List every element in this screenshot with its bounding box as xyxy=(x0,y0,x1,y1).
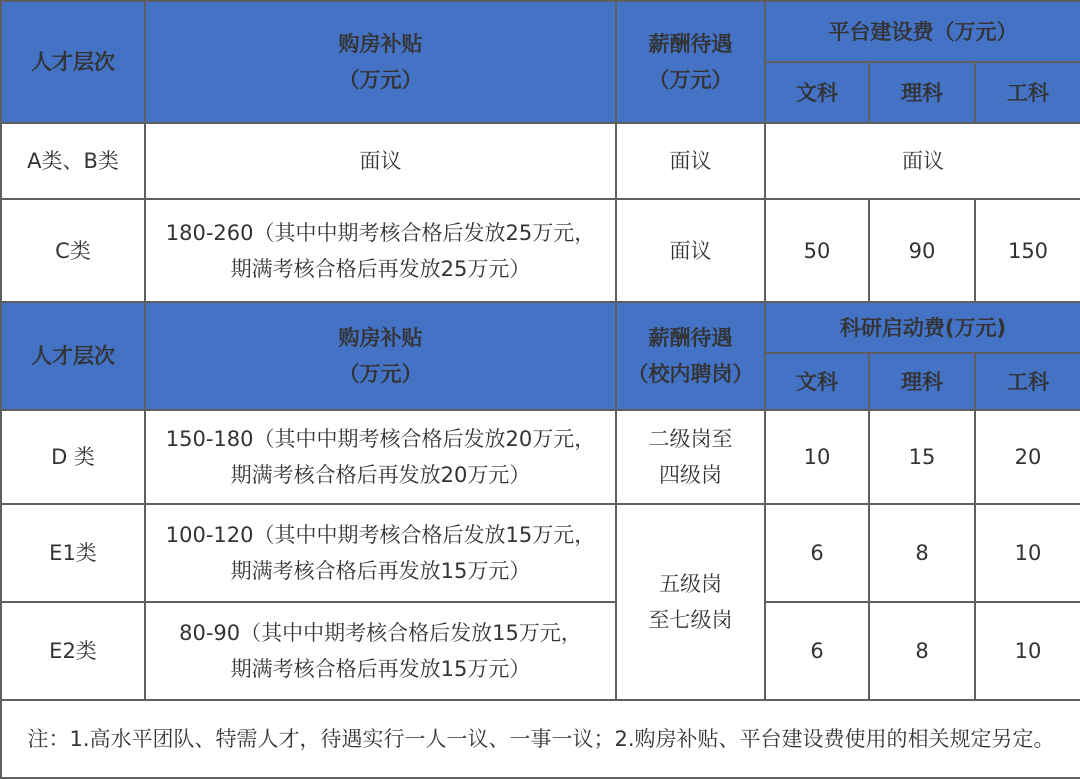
header-salary-2 xyxy=(616,302,765,410)
level-cell: A类、B类 xyxy=(1,123,145,199)
housing-line1: 100-120（其中中期考核合格后发放15万元， xyxy=(165,523,596,547)
salary-line1: 二级岗至 xyxy=(648,427,733,451)
housing-line2: 期满考核合格后再发放25万元） xyxy=(230,256,531,281)
engineering-cell: 20 xyxy=(975,410,1080,504)
housing-cell xyxy=(145,410,616,504)
engineering-cell: 10 xyxy=(975,602,1080,700)
header-housing-line2: （万元） xyxy=(338,68,423,92)
science-cell: 8 xyxy=(869,504,975,602)
header-housing-subsidy-2 xyxy=(145,302,616,410)
salary-cell: 面议 xyxy=(616,123,765,199)
level-cell: D 类 xyxy=(1,410,145,504)
header-talent-level: 人才层次 xyxy=(1,1,145,123)
table-row xyxy=(1,504,1080,602)
table-row xyxy=(1,199,1080,302)
housing-line2: 期满考核合格后再发放20万元） xyxy=(230,463,531,487)
header-science-2: 理科 xyxy=(869,353,975,410)
salary-cell xyxy=(616,410,765,504)
header-engineering-2: 工科 xyxy=(975,353,1080,410)
housing-line1: 150-180（其中中期考核合格后发放20万元， xyxy=(165,427,596,451)
header-housing-subsidy xyxy=(145,1,616,123)
table-note: 注：1.高水平团队、特需人才，待遇实行一人一议、一事一议；2.购房补贴、平台建设费使用的相关规定另定。 xyxy=(1,700,1080,778)
level-cell: C类 xyxy=(1,199,145,302)
header-housing-line1: 购房补贴 xyxy=(338,32,423,56)
science-cell: 8 xyxy=(869,602,975,700)
salary-cell xyxy=(616,504,765,700)
header-talent-level-2: 人才层次 xyxy=(1,302,145,410)
salary-line2: 四级岗 xyxy=(659,463,722,487)
table-row xyxy=(1,602,1080,700)
housing-line1: 180-260（其中中期考核合格后发放25万元， xyxy=(165,220,596,245)
arts-cell: 10 xyxy=(765,410,869,504)
science-cell: 90 xyxy=(869,199,975,302)
engineering-cell: 10 xyxy=(975,504,1080,602)
header-salary-line2: （万元） xyxy=(648,68,733,92)
header-platform-fee: 平台建设费（万元） xyxy=(765,1,1080,62)
housing-cell xyxy=(145,602,616,700)
housing-line2: 期满考核合格后再发放15万元） xyxy=(230,657,531,681)
header-salary xyxy=(616,1,765,123)
housing-cell xyxy=(145,199,616,302)
housing-cell: 面议 xyxy=(145,123,616,199)
housing-line2: 期满考核合格后再发放15万元） xyxy=(230,559,531,583)
header-arts-2: 文科 xyxy=(765,353,869,410)
header-engineering: 工科 xyxy=(975,62,1080,123)
salary-cell: 面议 xyxy=(616,199,765,302)
housing-line1: 80-90（其中中期考核合格后发放15万元， xyxy=(179,621,582,645)
arts-cell: 6 xyxy=(765,504,869,602)
header-salary-line1: 薪酬待遇 xyxy=(648,32,733,56)
header-housing-line2: （万元） xyxy=(338,362,423,386)
header-salary-line1: 薪酬待遇 xyxy=(648,326,733,350)
arts-cell: 6 xyxy=(765,602,869,700)
arts-cell: 50 xyxy=(765,199,869,302)
header-startup-fee: 科研启动费(万元) xyxy=(765,302,1080,353)
level-cell: E2类 xyxy=(1,602,145,700)
salary-line2: 至七级岗 xyxy=(648,608,733,632)
table-row xyxy=(1,410,1080,504)
housing-cell xyxy=(145,504,616,602)
header-housing-line1: 购房补贴 xyxy=(338,326,423,350)
platform-cell: 面议 xyxy=(765,123,1080,199)
header-salary-line2: （校内聘岗） xyxy=(627,362,754,386)
salary-line1: 五级岗 xyxy=(659,572,722,596)
engineering-cell: 150 xyxy=(975,199,1080,302)
level-cell: E1类 xyxy=(1,504,145,602)
table-row xyxy=(1,123,1080,199)
header-science: 理科 xyxy=(869,62,975,123)
science-cell: 15 xyxy=(869,410,975,504)
header-arts: 文科 xyxy=(765,62,869,123)
